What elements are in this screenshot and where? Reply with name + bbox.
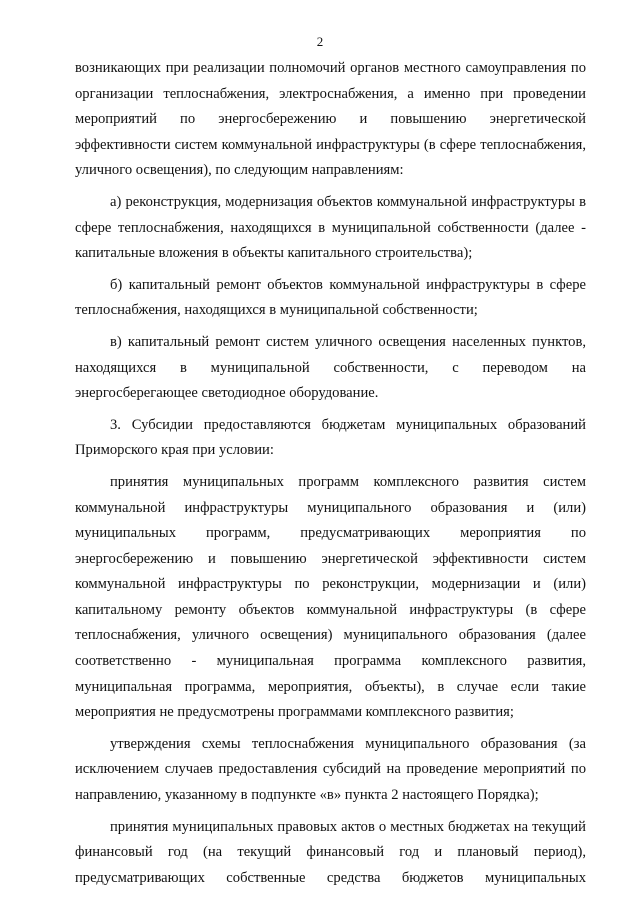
document-body — [75, 56, 586, 897]
paragraph-item-a: а) реконструкция, модернизация объектов коммунальной инфраструктуры в сфере теплоснабжения, находящихся в муниципальной собственности (далее - капитальные вложения в объекты капитального строительства); — [75, 193, 586, 262]
paragraph-condition-programs: принятия муниципальных программ комплексного развития систем коммунальной инфраструктуры муниципального образования и (или) муниципальных программ, предусматривающих мероприятия по энергосбережению и повышению энергетической эффективности систем коммунальной инфраструктуры по реконструкции, модернизации и (или) капитальному ремонту объектов коммунальной инфраструктуры (в сфере теплоснабжения, уличного освещения) муниципального образования (далее соответственно - муниципальная программа комплексного развития, муниципальная программа, мероприятия, объекты), в случае если такие мероприятия не предусмотрены программами комплексного развития; — [75, 473, 586, 721]
paragraph-clause-3: 3. Субсидии предоставляются бюджетам муниципальных образований Приморского края при условии: — [75, 416, 586, 459]
paragraph-continuation: возникающих при реализации полномочий органов местного самоуправления по организации теплоснабжения, электроснабжения, а именно при проведении мероприятий по энергосбережению и повышению энергетической эффективности систем коммунальной инфраструктуры (в сфере теплоснабжения, уличного освещения), по следующим направлениям: — [75, 60, 586, 179]
paragraph-condition-budget-acts: принятия муниципальных правовых актов о местных бюджетах на текущий финансовый год (на текущий финансовый год и плановый период), предусматривающих собственные средства бюджетов муниципальных — [75, 818, 586, 886]
paragraph-item-c: в) капитальный ремонт систем уличного освещения населенных пунктов, находящихся в муниципальной собственности, с переводом на энергосберегающее светодиодное оборудование. — [75, 333, 586, 402]
paragraph-condition-heat-scheme: утверждения схемы теплоснабжения муниципального образования (за исключением случаев предоставления субсидий на проведение мероприятий по направлению, указанному в подпункте «в» пункта 2 настоящего Порядка); — [75, 735, 586, 804]
paragraph-item-b: б) капитальный ремонт объектов коммунальной инфраструктуры в сфере теплоснабжения, находящихся в муниципальной собственности; — [75, 276, 586, 319]
page-number: 2 — [316, 34, 324, 49]
